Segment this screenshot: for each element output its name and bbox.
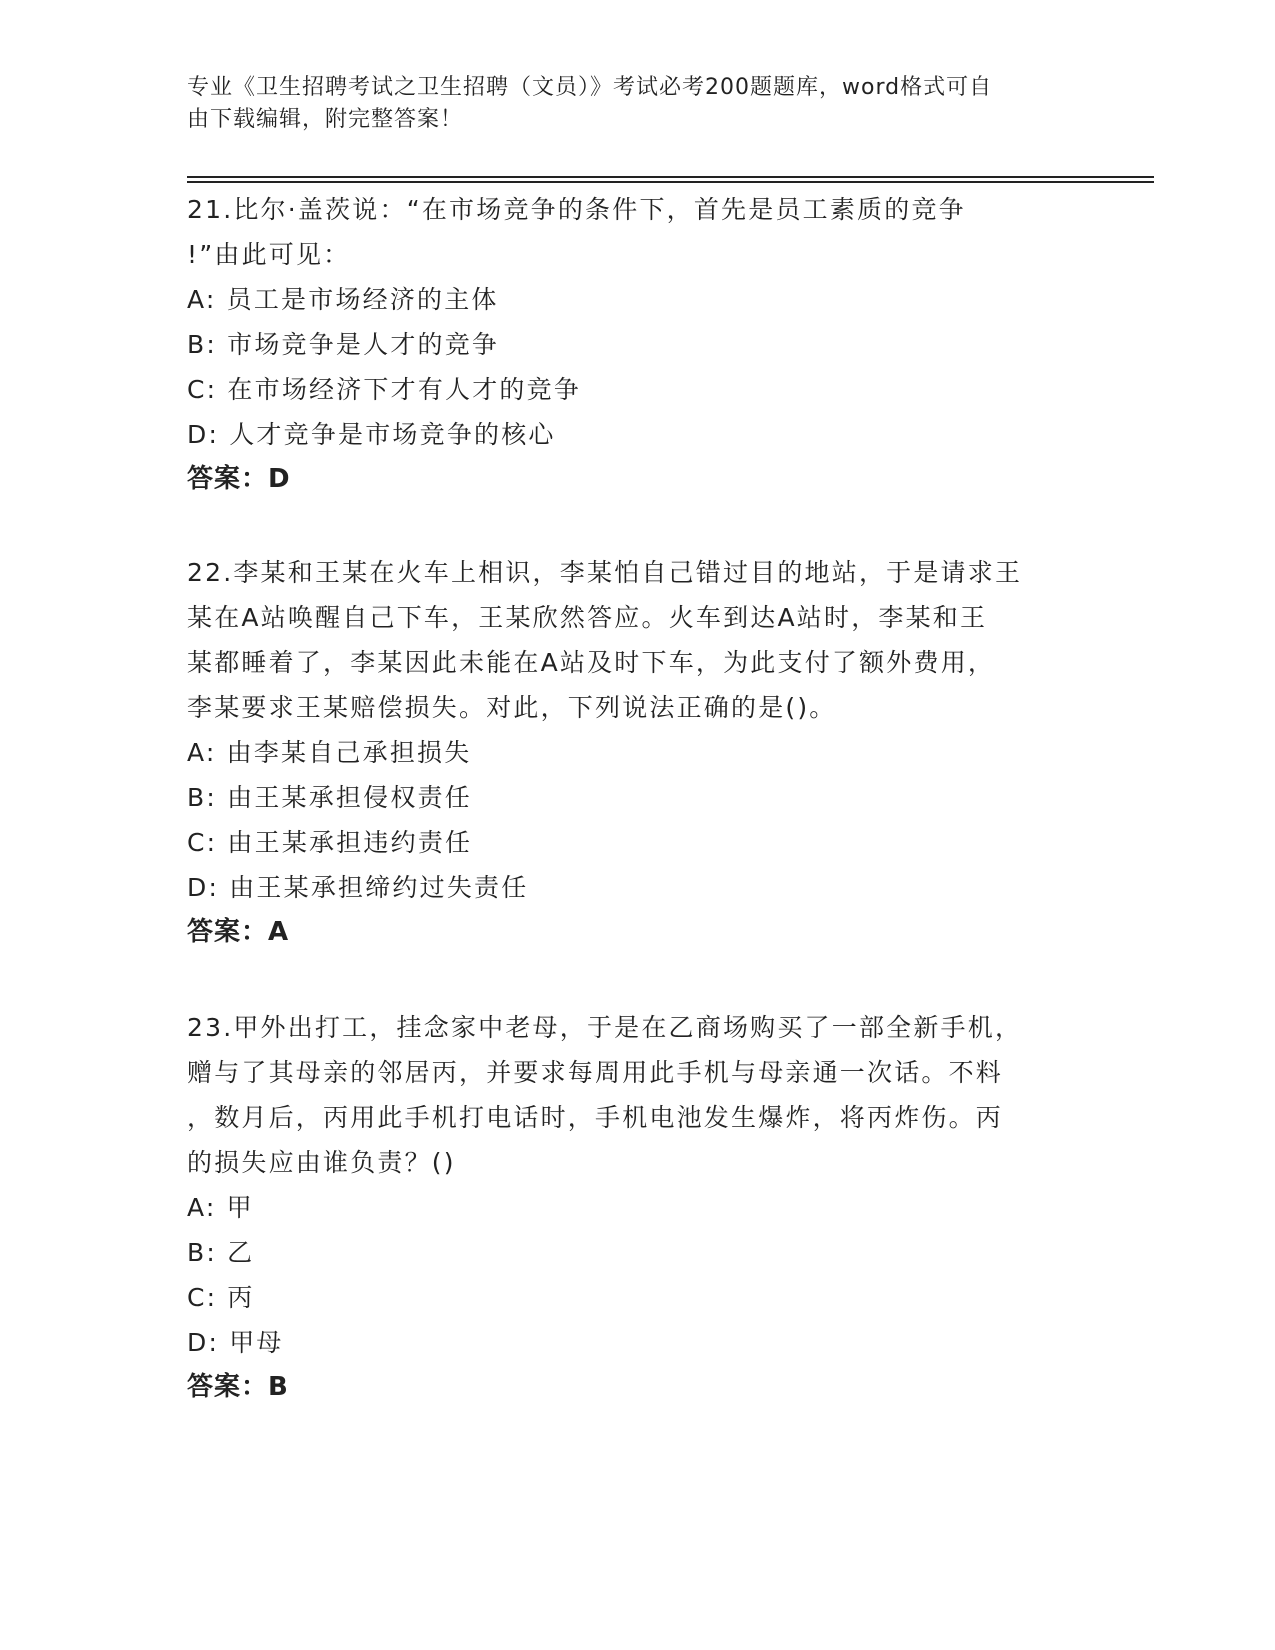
option-c: C: 在市场经济下才有人才的竞争 bbox=[187, 375, 582, 404]
question-text: 21.比尔·盖茨说：“在市场竞争的条件下，首先是员工素质的竞争 bbox=[187, 195, 966, 224]
answer: 答案：A bbox=[187, 917, 290, 947]
option-b: B: 由王某承担侵权责任 bbox=[187, 783, 472, 812]
answer: 答案：B bbox=[187, 1372, 289, 1402]
question-text: 赠与了其母亲的邻居丙，并要求每周用此手机与母亲通一次话。不料 bbox=[187, 1058, 1004, 1087]
question-text: 某都睡着了，李某因此未能在A站及时下车，为此支付了额外费用， bbox=[187, 648, 996, 677]
question-text: 李某要求王某赔偿损失。对此，下列说法正确的是()。 bbox=[187, 693, 837, 722]
option-b: B: 乙 bbox=[187, 1238, 255, 1267]
answer: 答案：D bbox=[187, 464, 291, 494]
option-d: D: 甲母 bbox=[187, 1328, 284, 1357]
option-a: A: 由李某自己承担损失 bbox=[187, 738, 472, 767]
header-line: 由下载编辑，附完整答案！ bbox=[187, 107, 464, 132]
option-d: D: 由王某承担缔约过失责任 bbox=[187, 873, 529, 902]
question-text: 的损失应由谁负责？() bbox=[187, 1148, 456, 1177]
question-21 bbox=[187, 187, 1087, 502]
header-line: 专业《卫生招聘考试之卫生招聘（文员）》考试必考200题题库，word格式可自 bbox=[187, 75, 993, 100]
question-text: ，数月后，丙用此手机打电话时，手机电池发生爆炸，将丙炸伤。丙 bbox=[187, 1103, 1004, 1132]
header-divider-bottom bbox=[187, 181, 1154, 183]
option-d: D: 人才竞争是市场竞争的核心 bbox=[187, 420, 556, 449]
option-a: A: 甲 bbox=[187, 1193, 254, 1222]
question-23 bbox=[187, 1005, 1087, 1410]
document-header bbox=[187, 72, 1067, 136]
question-22 bbox=[187, 550, 1087, 955]
option-b: B: 市场竞争是人才的竞争 bbox=[187, 330, 500, 359]
option-a: A: 员工是市场经济的主体 bbox=[187, 285, 499, 314]
question-text: 某在A站唤醒自己下车，王某欣然答应。火车到达A站时，李某和王 bbox=[187, 603, 988, 632]
option-c: C: 丙 bbox=[187, 1283, 255, 1312]
question-text: 23.甲外出打工，挂念家中老母，于是在乙商场购买了一部全新手机， bbox=[187, 1013, 1023, 1042]
header-divider-top bbox=[187, 176, 1154, 178]
option-c: C: 由王某承担违约责任 bbox=[187, 828, 473, 857]
question-text: !”由此可见： bbox=[187, 240, 351, 269]
question-text: 22.李某和王某在火车上相识，李某怕自己错过目的地站，于是请求王 bbox=[187, 558, 1023, 587]
